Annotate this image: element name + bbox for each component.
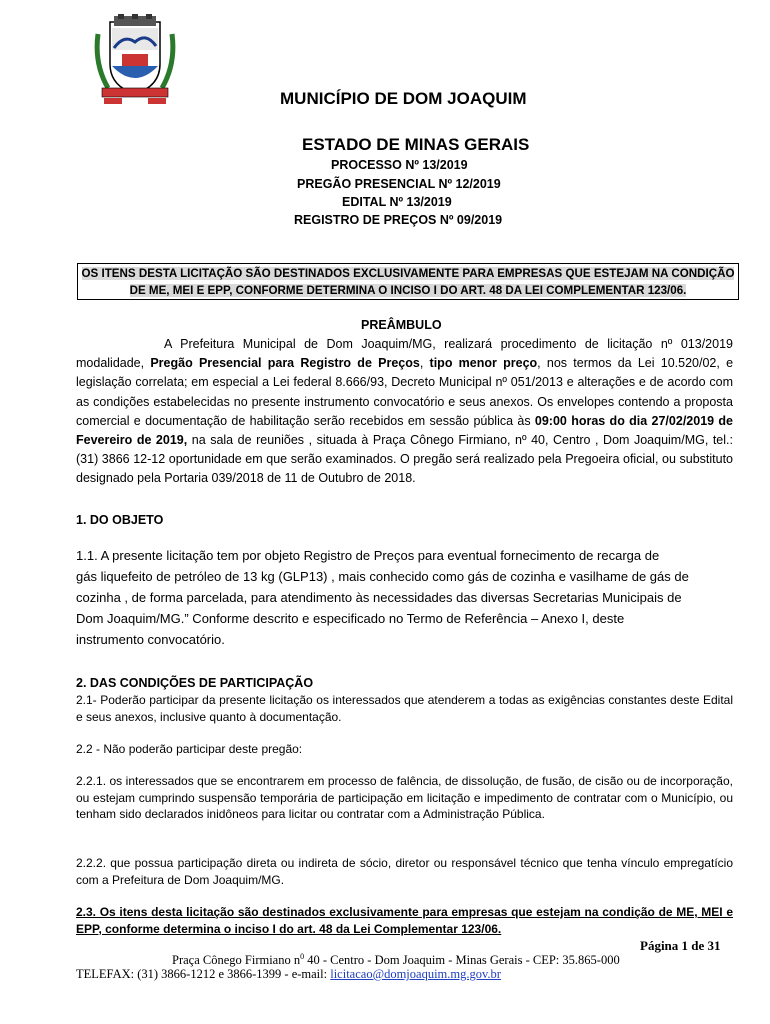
s1-line-5: instrumento convocatório.	[76, 632, 225, 647]
preambulo-paragraph	[76, 335, 733, 489]
preambulo-bold-1: Pregão Presencial para Registro de Preços	[150, 356, 420, 371]
footer-address	[172, 952, 620, 968]
state-title: ESTADO DE MINAS GERAIS	[302, 135, 530, 154]
address-part-1: Praça Cônego Firmiano n	[172, 953, 301, 968]
address-part-2: 40 - Centro - Dom Joaquim - Minas Gerais - CEP: 35.865-000	[304, 953, 620, 968]
preambulo-text-3: na sala de reuniões , situada à Praça Cônego Firmiano, nº 40, Centro , Dom Joaquim/MG, tel.: (31) 3866 12-12 oportunidade em que serão examinados. O pregão será realizado pela Pregoeira oficial, ou substituto designado pela Portaria 039/2018 de 11 de Outubro de 2018.	[76, 433, 733, 486]
contact-text: TELEFAX: (31) 3866-1212 e 3866-1399 - e-mail:	[76, 967, 331, 981]
section-1-title: 1. DO OBJETO	[76, 513, 164, 527]
edital-number: EDITAL Nº 13/2019	[342, 195, 452, 209]
notice-line-1: OS ITENS DESTA LICITAÇÃO SÃO DESTINADOS EXCLUSIVAMENTE PARA EMPRESAS QUE ESTEJAM NA CONDIÇÃO	[81, 267, 735, 280]
preambulo-bold-2: tipo menor preço	[429, 356, 538, 371]
preambulo-comma: ,	[419, 356, 430, 371]
address-superscript: 0	[300, 952, 305, 961]
s1-line-2: gás liquefeito de petróleo de 13 kg (GLP13) , mais conhecido como gás de cozinha e vasilhame de gás de	[76, 569, 689, 584]
paragraph-2-1: 2.1- Poderão participar da presente licitação os interessados que atenderem a todas as exigências constantes deste Edital e seus anexos, inclusive quanto à documentação.	[76, 693, 733, 724]
email-link[interactable]: licitacao@domjoaquim.mg.gov.br	[330, 967, 501, 981]
paragraph-2-3: 2.3. Os itens desta licitação são destinados exclusivamente para empresas que estejam na condição de ME, MEI e EPP, conforme determina o inciso I do art. 48 da Lei Complementar 123/06.	[76, 905, 733, 936]
paragraph-2-2-1: 2.2.1. os interessados que se encontrarem em processo de falência, de dissolução, de fusão, de cisão ou de incorporação, ou estejam cumprindo suspensão temporária de participação em licitação e impedimento de contratar com o Município, ou tenham sido declarados inidôneos para licitar ou contratar com a Administração Pública.	[76, 774, 733, 821]
paragraph-2-2: 2.2 - Não poderão participar deste pregão:	[76, 742, 303, 756]
municipal-crest-logo	[92, 14, 178, 106]
notice-line-2: DE ME, MEI E EPP, CONFORME DETERMINA O INCISO I DO ART. 48 DA LEI COMPLEMENTAR 123/06.	[129, 284, 687, 297]
process-number: PROCESSO Nº 13/2019	[331, 158, 468, 172]
footer-contact	[76, 967, 501, 982]
municipality-title: MUNICÍPIO DE DOM JOAQUIM	[280, 89, 527, 108]
pregao-number: PREGÃO PRESENCIAL Nº 12/2019	[297, 177, 501, 191]
section-1-body	[76, 545, 756, 650]
paragraph-2-2-2: 2.2.2. que possua participação direta ou indireta de sócio, diretor ou responsável técnico que tenha vínculo empregatício com a Prefeitura de Dom Joaquim/MG.	[76, 856, 733, 887]
preambulo-bold-date: 09:00 horas do dia 27/02/2019 de Fevereiro de 2019,	[76, 413, 734, 448]
section-2-title: 2. DAS CONDIÇÕES DE PARTICIPAÇÃO	[76, 676, 314, 690]
registro-number: REGISTRO DE PREÇOS Nº 09/2019	[294, 213, 503, 227]
preambulo-text-1: A Prefeitura Municipal de Dom Joaquim/MG, realizará procedimento de licitação nº 013/2019 modalidade,	[76, 337, 733, 371]
preambulo-text-2: , nos termos da Lei 10.520/02, e legislação correlata; em especial a Lei federal 8.666/93, Decreto Municipal nº 051/2013 e alterações e de acordo com as condições estabelecidas no presente instrumento convocatório e seus anexos. Os envelopes contendo a proposta comercial e documentação de habilitação serão recebidos em sessão pública às	[76, 356, 734, 428]
page-number: Página 1 de 31	[640, 938, 721, 953]
s1-line-4: Dom Joaquim/MG.” Conforme descrito e especificado no Termo de Referência – Anexo I, deste	[76, 611, 625, 626]
preambulo-title: PREÂMBULO	[361, 318, 442, 332]
exclusive-notice-box	[77, 263, 739, 300]
s1-line-1: 1.1. A presente licitação tem por objeto Registro de Preços para eventual fornecimento de recarga de	[76, 548, 660, 563]
s1-line-3: cozinha , de forma parcelada, para atendimento às necessidades das diversas Secretarias Municipais de	[76, 590, 682, 605]
